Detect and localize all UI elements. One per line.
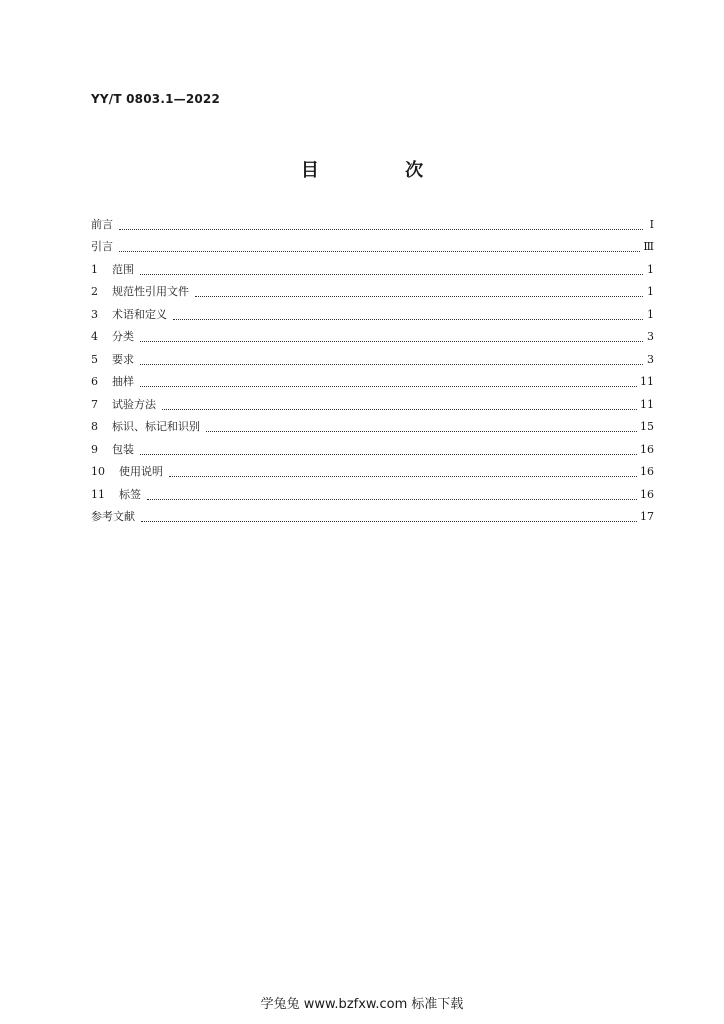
toc-entry-title: 标识、标记和识别 [112,420,200,433]
toc-entry-title: 术语和定义 [112,307,167,321]
toc-entry[interactable] [91,233,654,256]
toc-leader-dots [206,430,637,432]
toc-entry-page: 1 [647,285,654,298]
toc-entry[interactable] [91,255,654,278]
table-of-contents [91,210,654,525]
toc-entry-number: 1 [91,262,98,276]
toc-entry-number: 11 [91,487,105,501]
watermark-footer: 学兔兔 www.bzfxw.com 标准下载 [260,997,464,1012]
toc-entry-page: 3 [647,330,654,343]
toc-leader-dots [140,385,637,387]
toc-leader-dots [119,228,643,230]
page-title: 目 次 [300,160,464,181]
toc-entry[interactable] [91,210,654,233]
toc-leader-dots [169,475,637,477]
standard-code: YY/T 0803.1—2022 [91,92,221,106]
toc-entry-page: 16 [640,465,654,478]
toc-leader-dots [162,408,637,410]
toc-entry-page: 16 [640,442,654,456]
toc-entry-title: 引言 [91,240,113,253]
toc-entry-number: 10 [91,465,105,478]
toc-leader-dots [140,453,637,455]
toc-entry[interactable] [91,413,654,436]
toc-entry-number: 4 [91,330,98,343]
toc-entry[interactable] [91,323,654,346]
toc-entry-page: 16 [640,487,654,501]
toc-leader-dots [119,250,640,252]
toc-entry[interactable] [91,480,654,503]
toc-entry-title: 规范性引用文件 [112,285,189,298]
toc-entry-number: 5 [91,352,98,366]
toc-entry-page: Ⅰ [649,217,654,231]
toc-entry[interactable] [91,390,654,413]
toc-entry[interactable] [91,458,654,481]
toc-entry-page: 3 [647,352,654,366]
toc-entry[interactable] [91,368,654,391]
toc-entry-number: 3 [91,307,98,321]
toc-leader-dots [140,340,643,342]
toc-entry-page: Ⅲ [643,240,654,253]
toc-entry-page: 11 [640,375,654,388]
toc-entry[interactable] [91,278,654,301]
toc-entry-number: 2 [91,285,98,298]
toc-entry-number: 8 [91,420,98,433]
toc-entry-title: 分类 [112,330,134,343]
toc-entry-title: 标签 [119,487,141,501]
toc-entry-title: 参考文献 [91,510,135,523]
toc-leader-dots [140,273,643,275]
toc-entry-page: 1 [647,307,654,321]
toc-entry[interactable] [91,300,654,323]
toc-entry[interactable] [91,345,654,368]
toc-leader-dots [140,363,643,365]
toc-entry-title: 使用说明 [119,465,163,478]
toc-entry-title: 范围 [112,262,134,276]
toc-entry-title: 包装 [112,442,134,456]
toc-entry-number: 9 [91,442,98,456]
toc-leader-dots [141,520,637,522]
toc-entry-page: 15 [640,420,654,433]
toc-entry-title: 抽样 [112,375,134,388]
toc-entry-page: 17 [640,510,654,523]
toc-entry-page: 1 [647,262,654,276]
toc-entry[interactable] [91,503,654,526]
toc-entry-number: 6 [91,375,98,388]
toc-entry-title: 试验方法 [112,397,156,411]
toc-leader-dots [195,295,643,297]
toc-leader-dots [147,498,637,500]
toc-entry-title: 前言 [91,217,113,231]
toc-entry-title: 要求 [112,352,134,366]
toc-leader-dots [173,318,643,320]
toc-entry-page: 11 [640,397,654,411]
toc-entry-number: 7 [91,397,98,411]
toc-entry[interactable] [91,435,654,458]
